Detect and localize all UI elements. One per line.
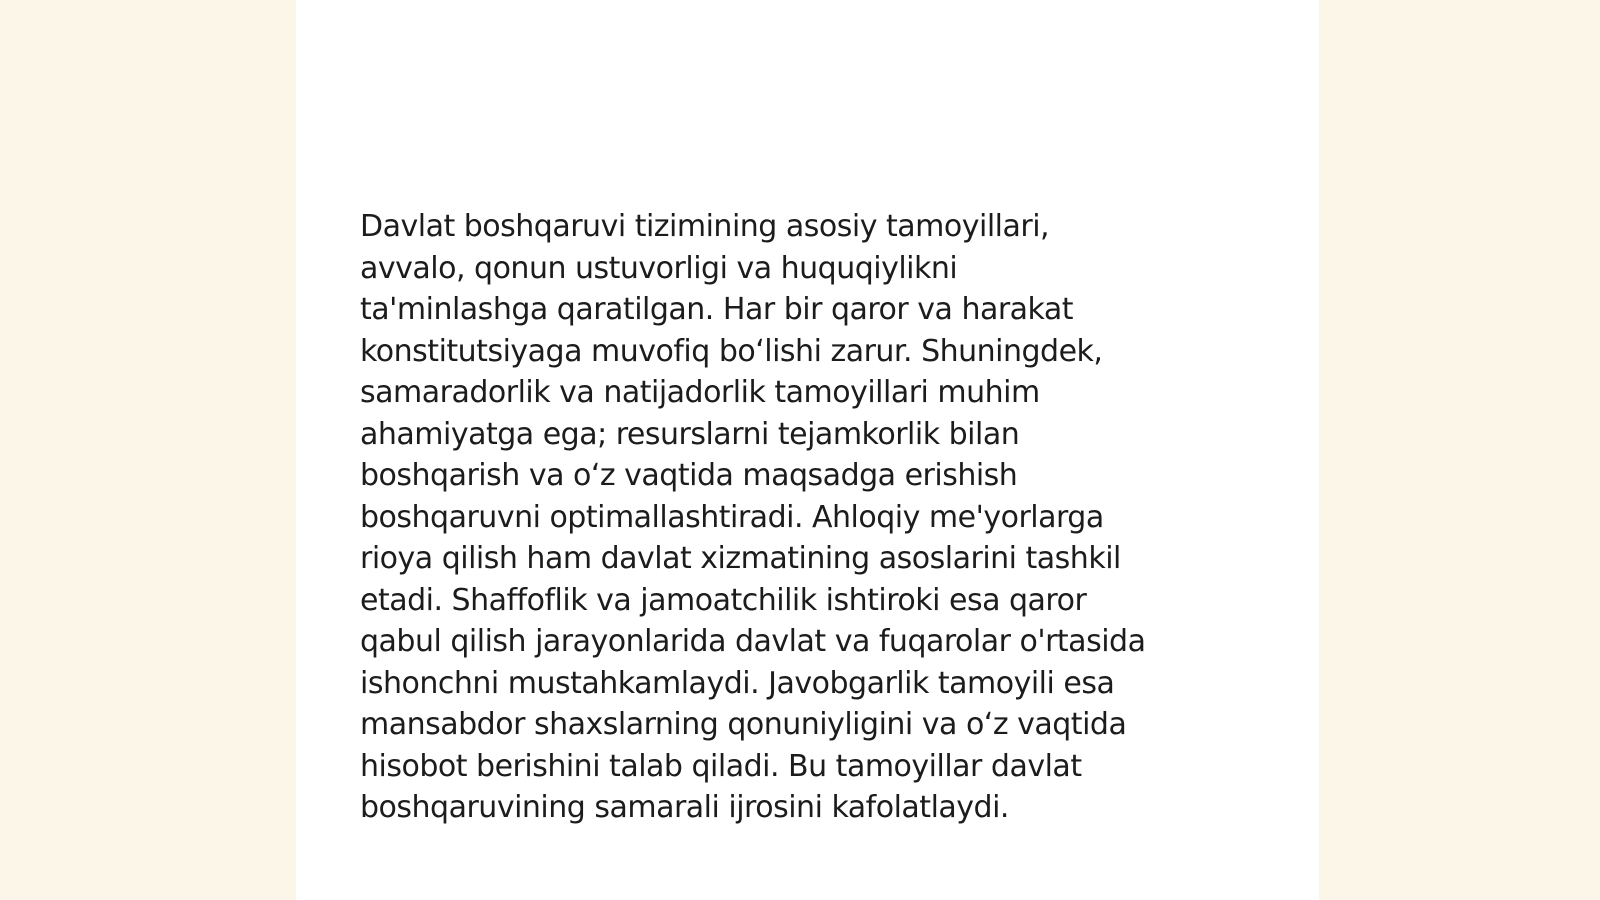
paragraph-line: Davlat boshqaruvi tizimining asosiy tamoyillari, (360, 209, 1050, 244)
paragraph-line: ahamiyatga ega; resurslarni tejamkorlik bilan (360, 416, 1020, 452)
paragraph-line: etadi. Shaffoflik va jamoatchilik ishtiroki esa qaror (360, 582, 1087, 618)
paragraph-line: boshqaruvni optimallashtiradi. Ahloqiy me'yorlarga (360, 499, 1104, 535)
paragraph-line: konstitutsiyaga muvofiq bo‘lishi zarur. Shuningdek, (360, 333, 1103, 369)
paragraph-line: ta'minlashga qaratilgan. Har bir qaror va harakat (360, 292, 1074, 327)
paragraph-line: boshqaruvining samarali ijrosini kafolatlaydi. (360, 790, 1009, 825)
paragraph-line: samaradorlik va natijadorlik tamoyillari muhim (360, 375, 1040, 410)
paragraph-line: mansabdor shaxslarning qonuniyligini va o‘z vaqtida (360, 707, 1127, 742)
paragraph-line: ishonchni mustahkamlaydi. Javobgarlik tamoyili esa (360, 665, 1115, 701)
paragraph-line: avvalo, qonun ustuvorligi va huquqiylikni (360, 250, 958, 286)
paragraph-line: rioya qilish ham davlat xizmatining asoslarini tashkil (360, 541, 1121, 576)
paragraph-line: boshqarish va o‘z vaqtida maqsadga erishish (360, 458, 1018, 493)
body-paragraph (360, 206, 1260, 829)
paragraph-line: qabul qilish jarayonlarida davlat va fuqarolar o'rtasida (360, 624, 1146, 659)
slide-canvas (296, 0, 1319, 900)
paragraph-line: hisobot berishini talab qiladi. Bu tamoyillar davlat (360, 748, 1082, 784)
